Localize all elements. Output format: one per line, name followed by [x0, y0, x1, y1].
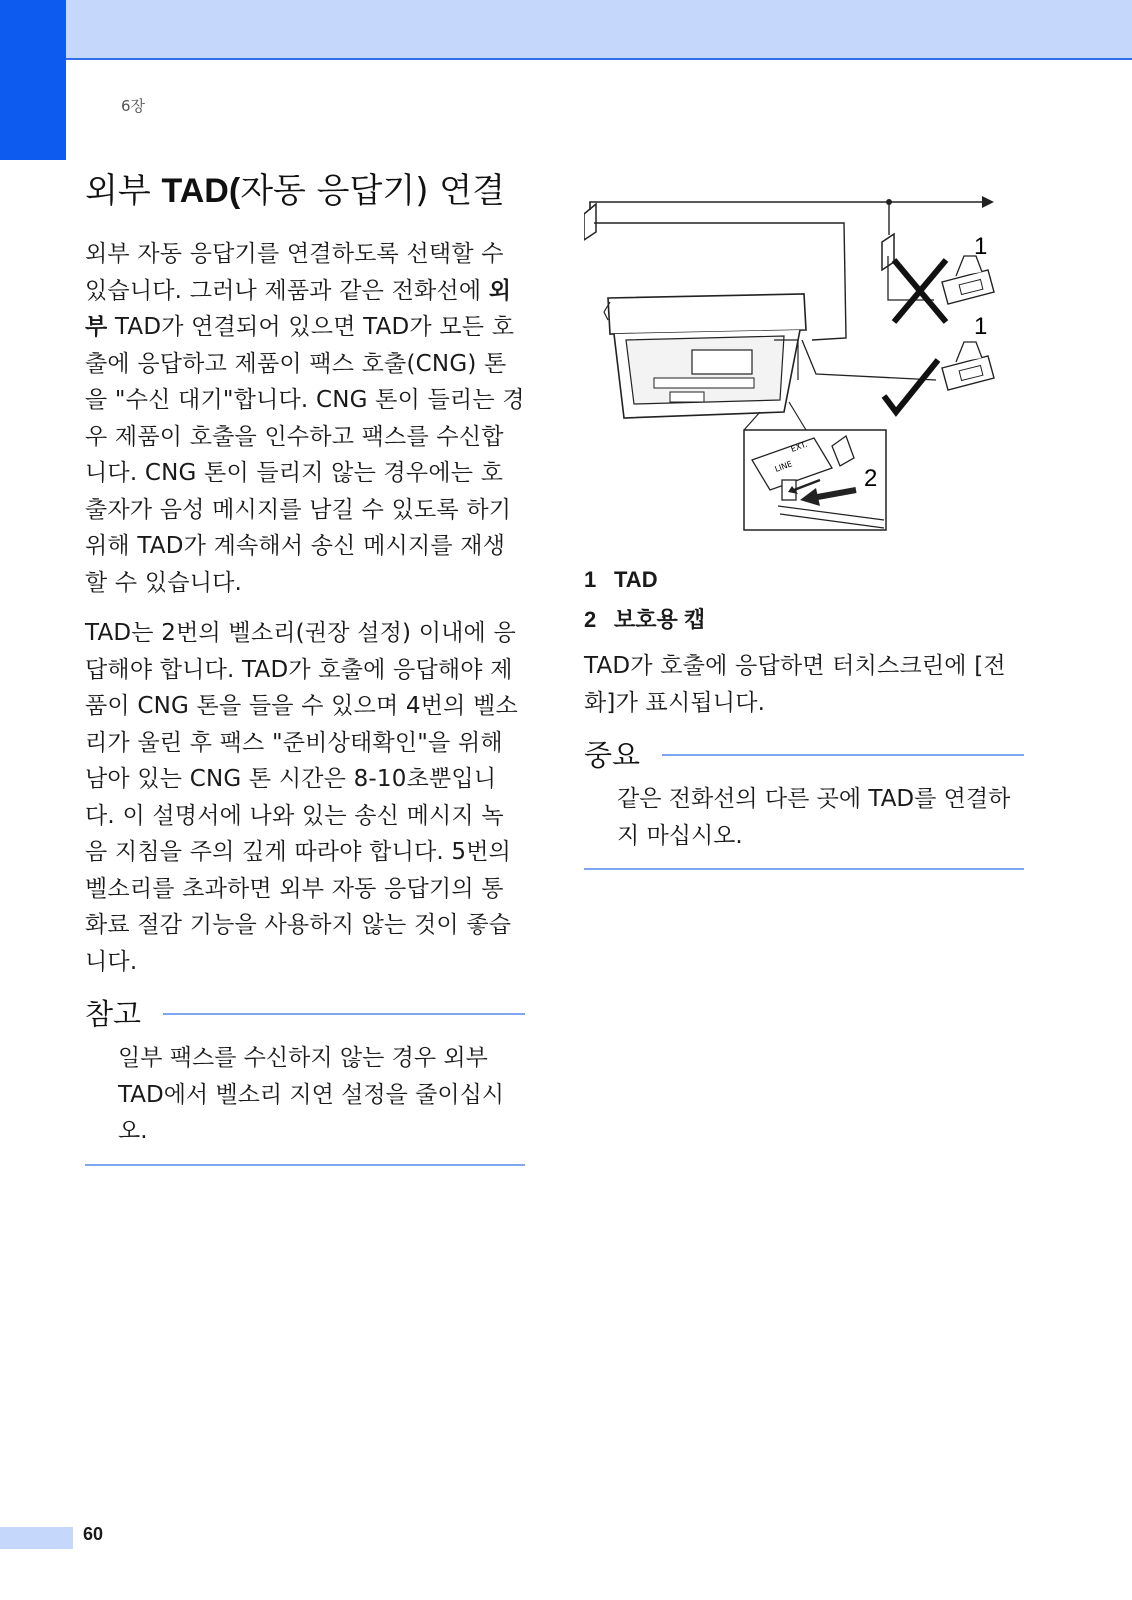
ring-paragraph: TAD는 2번의 벨소리(권장 설정) 이내에 응답해야 합니다. TAD가 호출에 응답해야 제품이 CNG 톤을 들을 수 있으며 4번의 벨소리가 울린 후 팩스 "준비상태확인"을 위해 남아 있는 CNG 톤 시간은 8-10초뿐입니다. 이 설명서에 나와 있는 송신 메시지 녹음 지침을 주의 깊게 따라야 합니다. 5번의 벨소리를 초과하면 외부 자동 응답기의 통화료 절감 기능을 사용하지 않는 것이 좋습니다.	[85, 620, 518, 975]
callout-1-top: 1	[974, 233, 988, 260]
tad-connection-diagram	[584, 190, 1024, 560]
header-rule	[66, 58, 1132, 60]
junction-dot	[886, 199, 892, 205]
title-prefix: 외부	[85, 171, 162, 211]
inset-pointer-right	[789, 402, 806, 430]
jack-line-label: LINE	[773, 459, 794, 474]
inset-pointer-left	[744, 412, 760, 430]
chapter-side-tab	[0, 0, 66, 160]
page-number: 60	[83, 1524, 104, 1544]
figure-legend	[584, 560, 1024, 640]
note-bottom-rule	[85, 1164, 525, 1166]
important-rule	[662, 754, 1024, 756]
chapter-label: 6장	[121, 97, 146, 115]
important-body: 같은 전화선의 다른 곳에 TAD를 연결하지 마십시오.	[617, 786, 1011, 849]
legend-number: 1	[584, 567, 597, 592]
right-column	[584, 190, 1024, 870]
legend-label: TAD	[614, 567, 658, 592]
x-mark-icon	[894, 260, 946, 322]
left-column	[85, 168, 525, 1166]
callout-2: 2	[864, 465, 878, 492]
legend-item	[584, 560, 1024, 600]
important-box	[584, 735, 1024, 870]
callout-1-bottom: 1	[974, 313, 988, 340]
legend-number: 2	[584, 607, 597, 632]
title-bold: TAD(	[161, 172, 241, 210]
note-rule	[163, 1013, 525, 1015]
intro-text-a: 외부 자동 응답기를 연결하도록 선택할 수 있습니다. 그러나 제품과 같은 전화선에	[85, 241, 504, 304]
check-mark-icon	[884, 360, 938, 412]
note-body: 일부 팩스를 수신하지 않는 경우 외부 TAD에서 벨소리 지연 설정을 줄이십시오.	[118, 1045, 505, 1144]
note-box	[85, 994, 525, 1166]
correct-connection-line	[802, 340, 936, 380]
legend-label: 보호용 캡	[614, 607, 706, 632]
intro-paragraph	[85, 236, 525, 601]
header-band	[0, 0, 1132, 60]
legend-item	[584, 600, 1024, 640]
important-bottom-rule	[584, 868, 1024, 870]
important-header	[584, 735, 1024, 775]
tad-correct-icon	[942, 342, 994, 390]
section-title	[85, 168, 525, 214]
note-title: 참고	[85, 997, 142, 1031]
arrow-icon	[982, 196, 994, 208]
intro-bold: 외부	[85, 277, 512, 340]
title-rest: 자동 응답기) 연결	[240, 171, 505, 211]
intro-text-b: TAD가 연결되어 있으면 TAD가 모든 호출에 응답하고 제품이 팩스 호출(CNG) 톤을 "수신 대기"합니다. CNG 톤이 들리는 경우 제품이 호출을 인수하고 팩스를 수신합니다. CNG 톤이 들리지 않는 경우에는 호출자가 음성 메시지를 남길 수 있도록 하기 위해 TAD가 계속해서 송신 메시지를 재생할 수 있습니다.	[85, 314, 525, 596]
machine-icon	[604, 294, 806, 418]
footer-band	[0, 1527, 73, 1549]
phone-line	[590, 202, 984, 210]
note-header	[85, 994, 525, 1034]
tad-wrong-icon	[942, 256, 994, 304]
touchscreen-paragraph: TAD가 호출에 응답하면 터치스크린에 [전화]가 표시됩니다.	[584, 653, 1006, 716]
jack-ext-label: EXT.	[789, 439, 809, 454]
important-title: 중요	[584, 738, 641, 772]
